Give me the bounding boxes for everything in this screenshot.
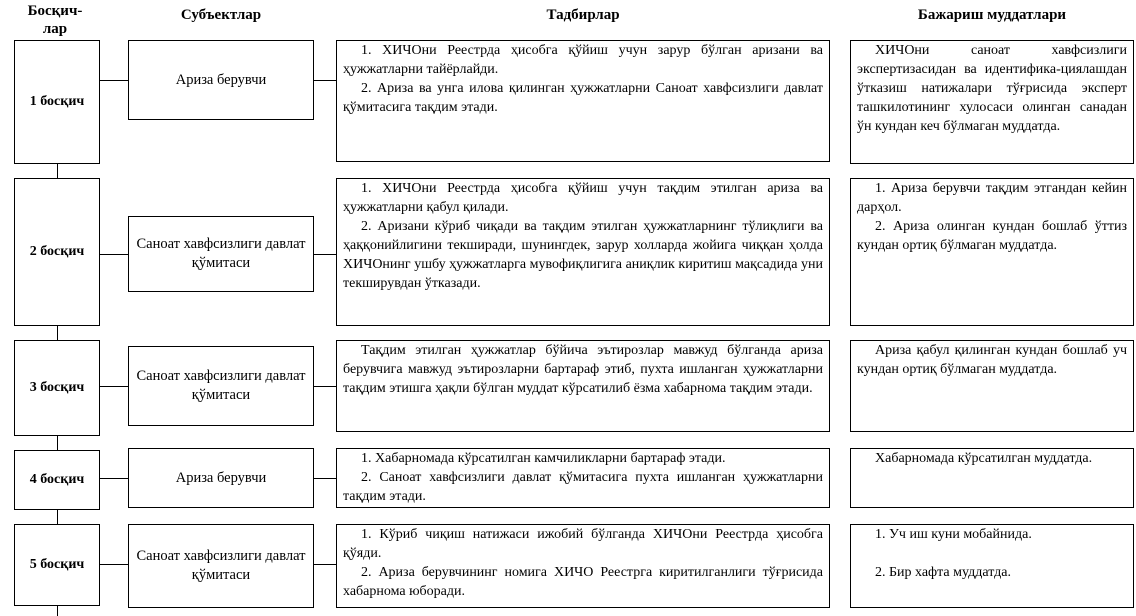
actions-box: 1. ХИЧОни Реестрда ҳисобга қўйиш учун зарур бўлган аризани ва ҳужжатларни тайёрлайди. 2. Ариза ва унга илова қилинган ҳужжатларни Саноат хавфсизлиги давлат қўмитасига тақдим этади. xyxy=(336,40,830,162)
header-deadlines: Бажариш муддатлари xyxy=(917,7,1067,23)
actions-box: 1. Хабарномада кўрсатилган камчиликларни бартараф этади. 2. Саноат хавфсизлиги давлат қўмитасига пухта ишланган ҳужжатларни тақдим этади. xyxy=(336,448,830,508)
subject-box: Саноат хавфсизлиги давлат қўмитаси xyxy=(128,216,314,292)
subject-box: Саноат хавфсизлиги давлат қўмитаси xyxy=(128,346,314,426)
connector-line xyxy=(100,386,128,387)
header-actions: Тадбирлар xyxy=(546,7,620,23)
stage-box: 2 босқич xyxy=(14,178,100,326)
deadline-box: ХИЧОни саноат хавфсизлиги экспертизасидан ва идентифика-циялашдан ўтказиш натижалари тўғрисида эксперт ташкилотининг хулосаси олинган санадан ўн кундан кеч бўлмаган муддатда. xyxy=(850,40,1134,164)
stage-box: 3 босқич xyxy=(14,340,100,436)
deadline-box: Ариза қабул қилинган кундан бошлаб уч кундан ортиқ бўлмаган муддатда. xyxy=(850,340,1134,432)
actions-box: 1. Кўриб чиқиш натижаси ижобий бўлганда ХИЧОни Реестрда ҳисобга қўяди. 2. Ариза берувчининг номига ХИЧО Реестрга киритилганлиги тўғрисида хабарнома юборади. xyxy=(336,524,830,608)
header-subject: Субъектлар xyxy=(180,7,262,23)
connector-line xyxy=(314,80,336,81)
stage-box: 4 босқич xyxy=(14,450,100,510)
deadline-box: Хабарномада кўрсатилган муддатда. xyxy=(850,448,1134,508)
actions-box: 1. ХИЧОни Реестрда ҳисобга қўйиш учун тақдим этилган ариза ва ҳужжатларни қабул қилади. 2. Аризани кўриб чиқади ва тақдим этилган ҳужжатларнинг тўлиқлиги ва ҳаққонийлигини текширади, шунингдек, зарур холларда жойига чиққан ҳолда ХИЧОнинг ушбу ҳужжатларга мувофиқлигига аниқлик киритиш мақсадида уни текширувдан ўтказади. xyxy=(336,178,830,326)
actions-box: Тақдим этилган ҳужжатлар бўйича эътирозлар мавжуд бўлганда ариза берувчига мавжуд эътирозларни бартараф этиб, пухта ишланган ҳужжатларни тақдим этишга ҳақли бўлган муддат кўрсатилиб ёзма хабарнома тақдим этади. xyxy=(336,340,830,432)
subject-box: Ариза берувчи xyxy=(128,448,314,508)
connector-line xyxy=(100,478,128,479)
stage-box: 5 босқич xyxy=(14,524,100,606)
connector-line xyxy=(100,564,128,565)
deadline-box: 1. Ариза берувчи тақдим этгандан кейин дарҳол. 2. Ариза олинган кундан бошлаб ўттиз кундан ортиқ бўлмаган муддатда. xyxy=(850,178,1134,326)
header-stage: Босқич- лар xyxy=(27,3,83,37)
connector-line xyxy=(100,80,128,81)
connector-line xyxy=(314,386,336,387)
connector-line xyxy=(314,478,336,479)
connector-line xyxy=(314,564,336,565)
subject-box: Саноат хавфсизлиги давлат қўмитаси xyxy=(128,524,314,608)
stage-box: 1 босқич xyxy=(14,40,100,164)
connector-line xyxy=(314,254,336,255)
subject-box: Ариза берувчи xyxy=(128,40,314,120)
deadline-box: 1. Уч иш куни мобайнида. 2. Бир хафта муддатда. xyxy=(850,524,1134,608)
connector-line xyxy=(100,254,128,255)
